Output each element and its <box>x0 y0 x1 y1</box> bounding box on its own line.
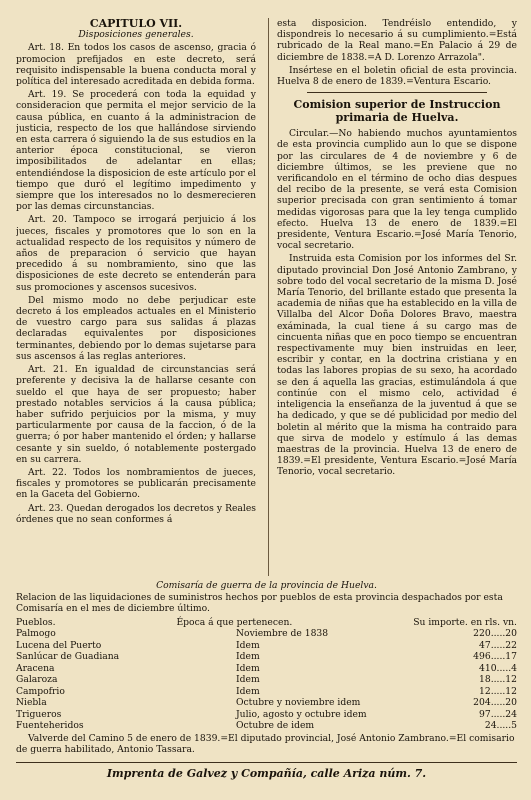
article-20-cont: Del mismo modo no debe perjudicar este decreto á los empleados actuales en el Ministerio de vuestro cargo para sus salidas á plazas declaradas equivalentes por disposiciones terminantes, debiendo por lo demas sujetarse para sus ascensos á las reglas anteriores. <box>16 294 256 362</box>
article-21: Art. 21. En igualdad de circunstancias será preferente y decisiva la de hallarse cesante con sueldo el que haya de ser propuesto; haber prestado notables servicios á la causa pública; haber sufrido perjuicios por la misma, y muy particularmente por causa de la faccion, ó de la guerra; ó por haber mantenido el órden; y hallarse cesante y sin sueldo, ó notablemente postergado en su carrera. <box>16 364 256 465</box>
epoca-cell: Idem <box>236 662 260 674</box>
pueblo-cell: Lucena del Puerto <box>16 639 102 651</box>
importe-cell: 97.....24 <box>479 708 517 720</box>
header-epoca: Época á que pertenecen. <box>176 616 293 628</box>
table-row <box>16 720 517 732</box>
importe-cell: 204.....20 <box>473 697 517 708</box>
epoca-cell: Octubre y noviembre idem <box>236 697 361 708</box>
table-row <box>16 651 517 663</box>
table-row <box>16 628 517 640</box>
decree-continuation: esta disposicion. Tendréislo entendido, y dispondreis lo necesario á su cumplimiento.=Está rubricado de la Real mano.=En Palacio á 29 de diciembre de 1838.=A D. Lorenzo Arrazola". <box>277 18 517 63</box>
epoca-cell: Octubre de idem <box>236 720 315 731</box>
chapter-title: CAPITULO VII. <box>89 18 183 30</box>
liquidaciones-table <box>16 628 517 732</box>
pueblo-cell: Niebla <box>16 697 47 708</box>
epoca-cell: Idem <box>236 651 260 662</box>
article-19: Art. 19. Se procederá con toda la equidad y consideracion que permita el mejor servicio de la causa pública, en cuanto á la administracion de justicia, respecto de los que hallándose sirviendo en esta carrera ó siguiendo la de sus estudios en la anterior época constitucional, se vieron imposibilitados de adelantar en ellas; entendiéndose la disposicion de este artículo por el tiempo que duró el legítimo impedimento y siempre que los interesados no lo desmerecieren por las demas circunstancias. <box>16 89 256 213</box>
table-row <box>16 686 517 698</box>
chapter-subtitle: Disposiciones generales. <box>78 29 194 41</box>
importe-cell: 496.....17 <box>473 651 517 662</box>
pueblo-cell: Palmogo <box>16 628 56 639</box>
article-23: Art. 23. Quedan derogados los decretos y Reales órdenes que no sean conformes á <box>16 502 256 525</box>
insertese-note: Insértese en el boletin oficial de esta provincia. Huelva 8 de enero de 1839.=Ventura Escario. <box>277 64 517 88</box>
table-row <box>16 674 517 686</box>
article-18: Art. 18. En todos los casos de ascenso, gracia ó promocion prefijados en este decreto, será requisito indispensable la buena conducta moral y política del interesado acreditada en debida forma. <box>16 42 256 88</box>
pueblo-cell: Sanlúcar de Guadiana <box>16 651 120 662</box>
right-column <box>268 18 517 576</box>
comisaria-title: Comisaría de guerra de la provincia de Huelva. <box>156 580 377 591</box>
commission-title: Comision superior de Instruccion primaria de Huelva. <box>293 98 501 125</box>
epoca-cell: Idem <box>236 685 260 697</box>
importe-cell: 24.....5 <box>484 720 517 731</box>
header-pueblos: Pueblos. <box>16 616 56 628</box>
epoca-cell: Noviembre de 1838 <box>236 628 329 639</box>
printer-imprint: Imprenta de Galvez y Compañía, calle Ariza núm. 7. <box>16 762 517 780</box>
comisaria-section <box>16 580 517 756</box>
header-importe: Su importe. en rls. vn. <box>413 616 517 628</box>
table-header <box>16 617 517 629</box>
importe-cell: 12.....12 <box>479 685 517 697</box>
article-22: Art. 22. Todos los nombramientos de jueces, fiscales y promotores se publicarán precisamente en la Gaceta del Gobierno. <box>16 466 256 501</box>
table-row <box>16 709 517 721</box>
importe-cell: 47.....22 <box>479 639 517 651</box>
epoca-cell: Idem <box>236 674 260 685</box>
article-20: Art. 20. Tampoco se irrogará perjuicio á los jueces, fiscales y promotores que lo son en la actualidad respecto de los requisitos y número de años de preparacion ó servicio que hayan precedido á su nombramiento, sino que las disposiciones de este decreto se entenderán para sus promociones y ascensos sucesivos. <box>16 214 256 293</box>
pueblo-cell: Fuenteheridos <box>16 720 84 731</box>
table-row <box>16 663 517 675</box>
separator-rule <box>307 92 487 93</box>
pueblo-cell: Campofrio <box>16 685 65 697</box>
importe-cell: 18.....12 <box>479 674 517 685</box>
pueblo-cell: Aracena <box>16 662 55 674</box>
instruida-text: Instruida esta Comision por los informes del Sr. diputado provincial Don José Antonio Zambrano, y sobre todo del vocal secretario de la misma D. José María Tenorio, del brillante estado que presenta la academia de niñas que ha establecido en la villa de Villalba del Alcor Doña Dolores Bravo, maestra exáminada, la cual tiene á su cargo mas de cincuenta niñas que en poco tiempo se encuentran respectivamente muy bien instruidas en leer, escribir y contar, en la doctrina cristiana y en todas las labores propias de su sexo, ha acordado se den á aquella las gracias, estimulándola á que continúe con el mismo celo, actividad é inteligencia la enseñanza de la juventud á que se ha dedicado, y que se dé publicidad por medio del boletin al mérito que la misma ha contraido para que sirva de modelo y estímulo á las demas maestras de la provincia. Huelva 13 de enero de 1839.=El presidente, Ventura Escario.=José María Tenorio, vocal secretario. <box>277 253 517 478</box>
left-column <box>16 18 256 576</box>
table-row <box>16 697 517 709</box>
circular-text: Circular.—No habiendo muchos ayuntamientos de esta provincia cumplido aun lo que se dispone por las circulares de 4 de noviembre y 6 de diciembre últimos, se les previene que no verificandolo en el término de ocho dias despues del recibo de la presente, se verá esta Comision superior precisada con gran sentimiento á tomar medidas vigorosas para que la ley tenga cumplido efecto. Huelva 13 de enero de 1839.=El presidente, Ventura Escario.=José María Tenorio, vocal secretario. <box>277 128 517 252</box>
importe-cell: 220.....20 <box>473 628 517 639</box>
pueblo-cell: Trigueros <box>16 708 62 720</box>
epoca-cell: Julio, agosto y octubre idem <box>236 708 367 720</box>
epoca-cell: Idem <box>236 639 260 651</box>
importe-cell: 410.....4 <box>479 662 517 674</box>
table-row <box>16 640 517 652</box>
two-column-body <box>16 18 517 576</box>
closing-signature: Valverde del Camino 5 de enero de 1839.=El diputado provincial, José Antonio Zambrano.=El comisario de guerra habilitado, Antonio Tassara. <box>16 732 515 755</box>
pueblo-cell: Galaroza <box>16 674 58 685</box>
comisaria-intro: Relacion de las liquidaciones de suministros hechos por pueblos de esta provincia despachados por esta Comisaría en el mes de diciembre último. <box>16 591 503 614</box>
